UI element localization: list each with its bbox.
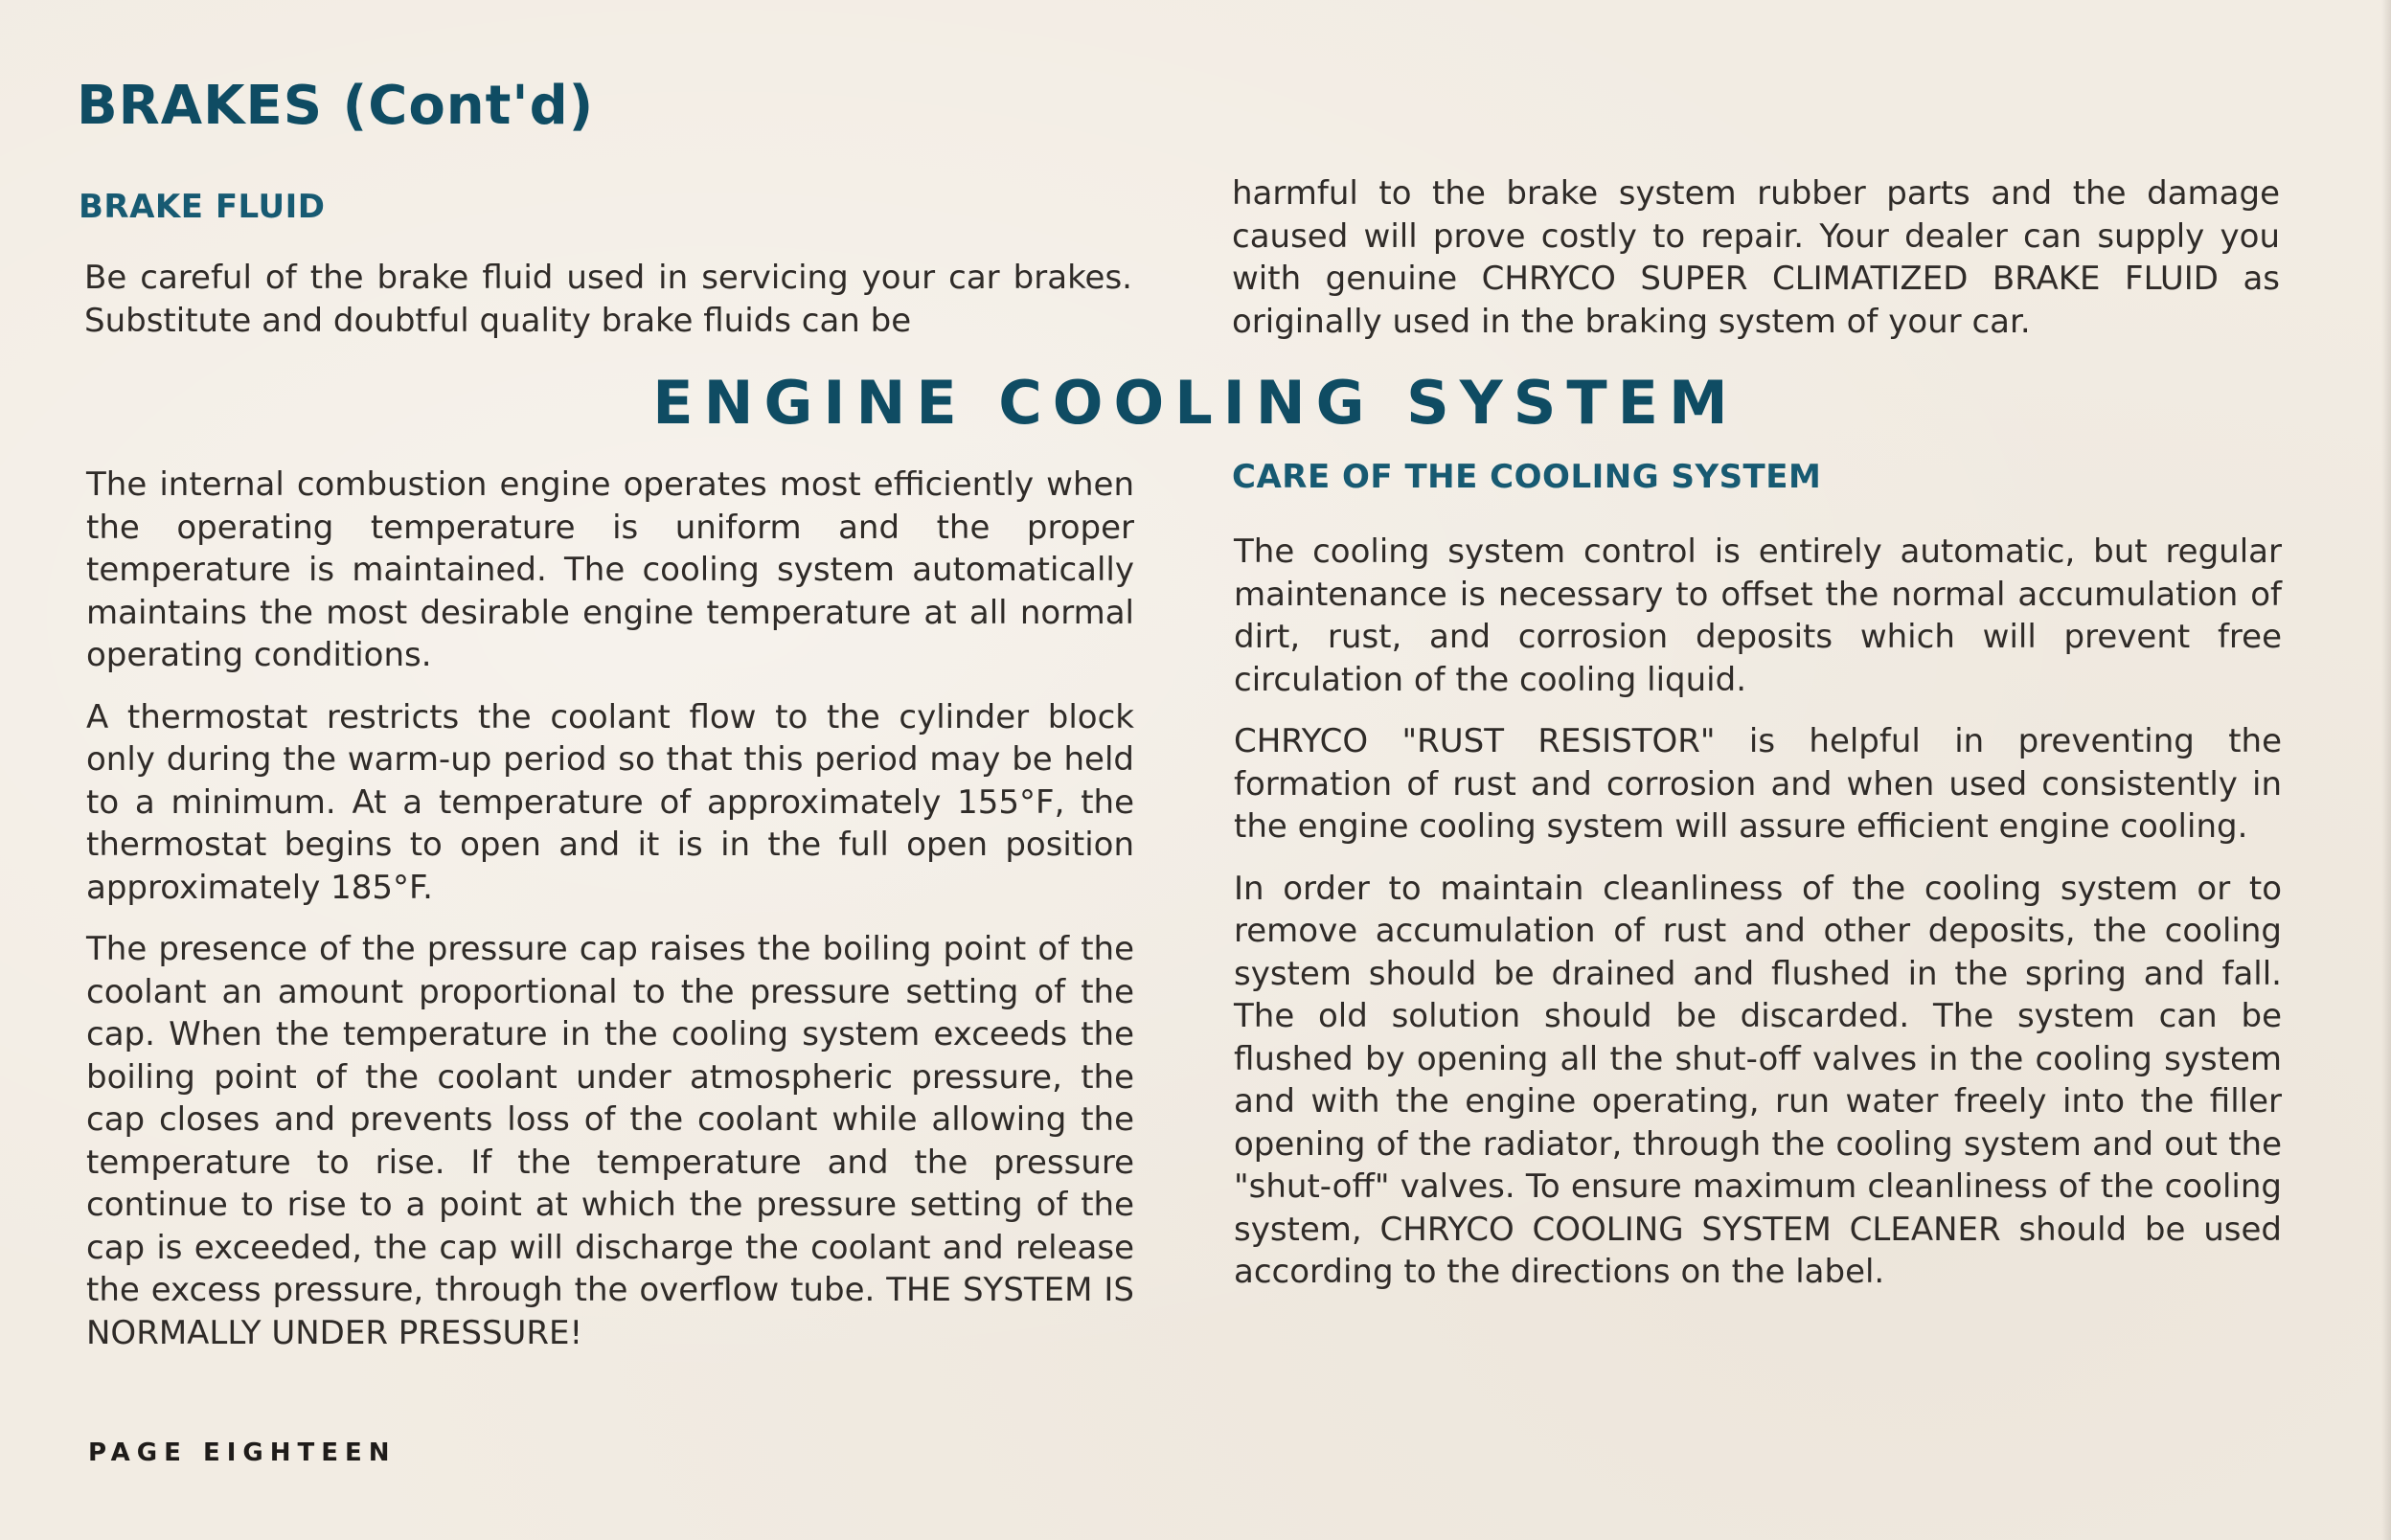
section-title: BRAKES (Cont'd) [77,75,595,137]
page-number-footer: PAGE EIGHTEEN [88,1438,397,1467]
care-of-cooling-heading: CARE OF THE COOLING SYSTEM [1232,458,1822,496]
brake-fluid-left-text: Be careful of the brake fluid used in servicing your car brakes. Substitute and doubtful quality brake fluids can be [84,259,1132,340]
brake-fluid-right-text: harmful to the brake system rubber parts and the damage caused will prove costly to repair. Your dealer can supply you with genuine CHRYCO SUPER CLIMATIZED BRAKE FLUID as originally used in the braking system of your car. [1232,174,2280,341]
flushing-paragraph: In order to maintain cleanliness of the cooling system or to remove accumulation of rust and other deposits, the cooling system should be drained and flushed in the spring and fall. The old solution should be discarded. The system can be flushed by opening all the shut-off valves in the cooling system and with the engine operating, run water freely into the filler opening of the radiator, through the cooling system and out the "shut-off" valves. To ensure maximum cleanliness of the cooling system, CHRYCO COOLING SYSTEM CLEANER should be used according to the directions on the label. [1234,869,2282,1291]
thermostat-paragraph: A thermostat restricts the coolant flow to the cylinder block only during the warm-up period so that this period may be held to a minimum. At a temperature of approximately 155°F, the thermostat begins to open and it is in the full open position approximately 185°F. [86,697,1134,907]
cooling-paragraph: The internal combustion engine operates most efficiently when the operating temperature is uniform and the proper temperature is maintained. The cooling system automatically maintains the most desirable engine temperature at all normal operating conditions. [86,465,1134,674]
engine-cooling-left-column [86,464,1134,1354]
brake-fluid-left-column [84,257,1132,342]
brake-fluid-heading: BRAKE FLUID [79,188,326,226]
engine-cooling-title: ENGINE COOLING SYSTEM [652,368,1739,438]
rust-resistor-paragraph: CHRYCO "RUST RESISTOR" is helpful in preventing the formation of rust and corrosion and when used consistently in the engine cooling system will assure efficient engine cooling. [1234,722,2282,846]
brake-fluid-right-column [1232,172,2280,343]
pressure-cap-paragraph: The presence of the pressure cap raises the boiling point of the coolant an amount proportional to the pressure setting of the cap. When the temperature in the cooling system exceeds the boiling point of the coolant under atmospheric pressure, the cap closes and prevents loss of the coolant while allowing the temperature to rise. If the temperature and the pressure continue to rise to a point at which the pressure setting of the cap is exceeded, the cap will discharge the coolant and release the excess pressure, through the overflow tube. THE SYSTEM IS NORMALLY UNDER PRESSURE! [86,930,1134,1352]
page-spine-shadow [2381,0,2391,1540]
maintenance-paragraph: The cooling system control is entirely automatic, but regular maintenance is necessary to offset the normal accumulation of dirt, rust, and corrosion deposits which will prevent free circulation of the cooling liquid. [1234,532,2282,699]
engine-cooling-right-column [1234,531,2282,1294]
